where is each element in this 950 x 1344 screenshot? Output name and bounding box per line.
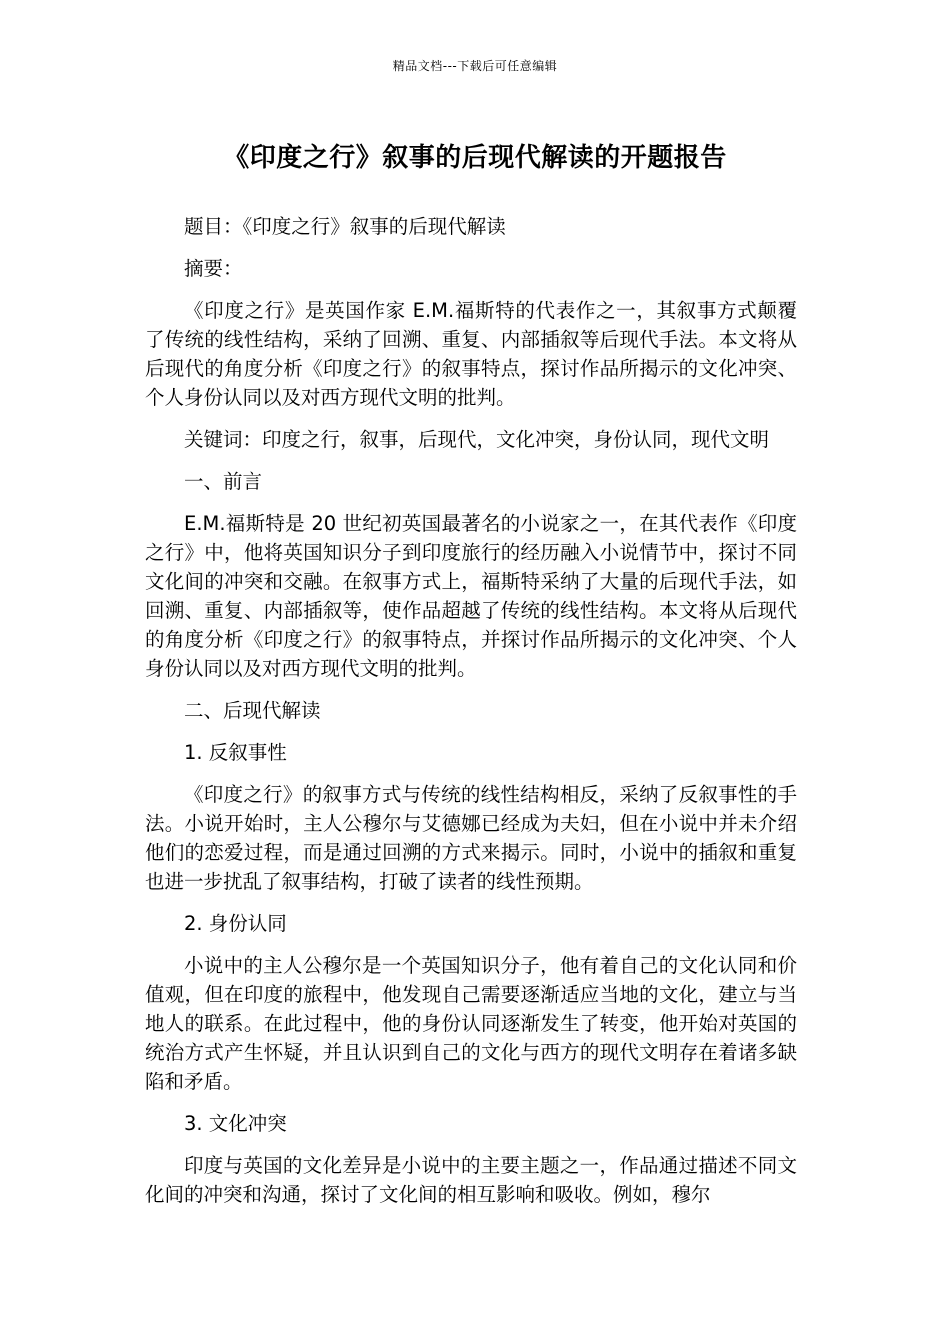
anti-narrative-paragraph: 《印度之行》的叙事方式与传统的线性结构相反，采纳了反叙事性的手法。小说开始时，主人公穆尔与艾德娜已经成为夫妇，但在小说中并未介绍他们的恋爱过程，而是通过回溯的方式来揭示。同时，小说中的插叙和重复也进一步扰乱了叙事结构，打破了读者的线性预期。 (145, 783, 797, 893)
keywords-line: 关键词：印度之行，叙事，后现代，文化冲突，身份认同，现代文明 (184, 428, 770, 451)
culture-conflict-paragraph: 印度与英国的文化差异是小说中的主要主题之一，作品通过描述不同文化间的冲突和沟通，探讨了文化间的相互影响和吸收。例如，穆尔 (145, 1154, 797, 1206)
topic-line: 题目：《印度之行》叙事的后现代解读 (184, 215, 506, 238)
section-heading-postmodern: 二、后现代解读 (184, 699, 321, 722)
identity-paragraph: 小说中的主人公穆尔是一个英国知识分子，他有着自己的文化认同和价值观，但在印度的旅程中，他发现自己需要逐渐适应当地的文化，建立与当地人的联系。在此过程中，他的身份认同逐渐发生了转变，他开始对英国的统治方式产生怀疑，并且认识到自己的文化与西方的现代文明存在着诸多缺陷和矛盾。 (145, 954, 797, 1093)
preface-paragraph: E.M.福斯特是 20 世纪初英国最著名的小说家之一，在其代表作《印度之行》中，他将英国知识分子到印度旅行的经历融入小说情节中，探讨不同文化间的冲突和交融。在叙事方式上，福斯特采纳了大量的后现代手法，如回溯、重复、内部插叙等，使作品超越了传统的线性结构。本文将从后现代的角度分析《印度之行》的叙事特点，并探讨作品所揭示的文化冲突、个人身份认同以及对西方现代文明的批判。 (145, 512, 797, 680)
subheading-anti-narrative: 1. 反叙事性 (184, 741, 287, 764)
abstract-paragraph: 《印度之行》是英国作家 E.M.福斯特的代表作之一，其叙事方式颠覆了传统的线性结构，采纳了回溯、重复、内部插叙等后现代手法。本文将从后现代的角度分析《印度之行》的叙事特点，探讨作品所揭示的文化冲突、个人身份认同以及对西方现代文明的批判。 (145, 299, 797, 409)
document-title: 《印度之行》叙事的后现代解读的开题报告 (223, 143, 727, 173)
abstract-label: 摘要： (184, 257, 243, 280)
header-note: 精品文档---下载后可任意编辑 (392, 59, 558, 73)
section-heading-preface: 一、前言 (184, 470, 263, 493)
document-body (145, 212, 797, 1222)
subheading-culture-conflict: 3. 文化冲突 (184, 1112, 287, 1135)
subheading-identity: 2. 身份认同 (184, 912, 287, 935)
